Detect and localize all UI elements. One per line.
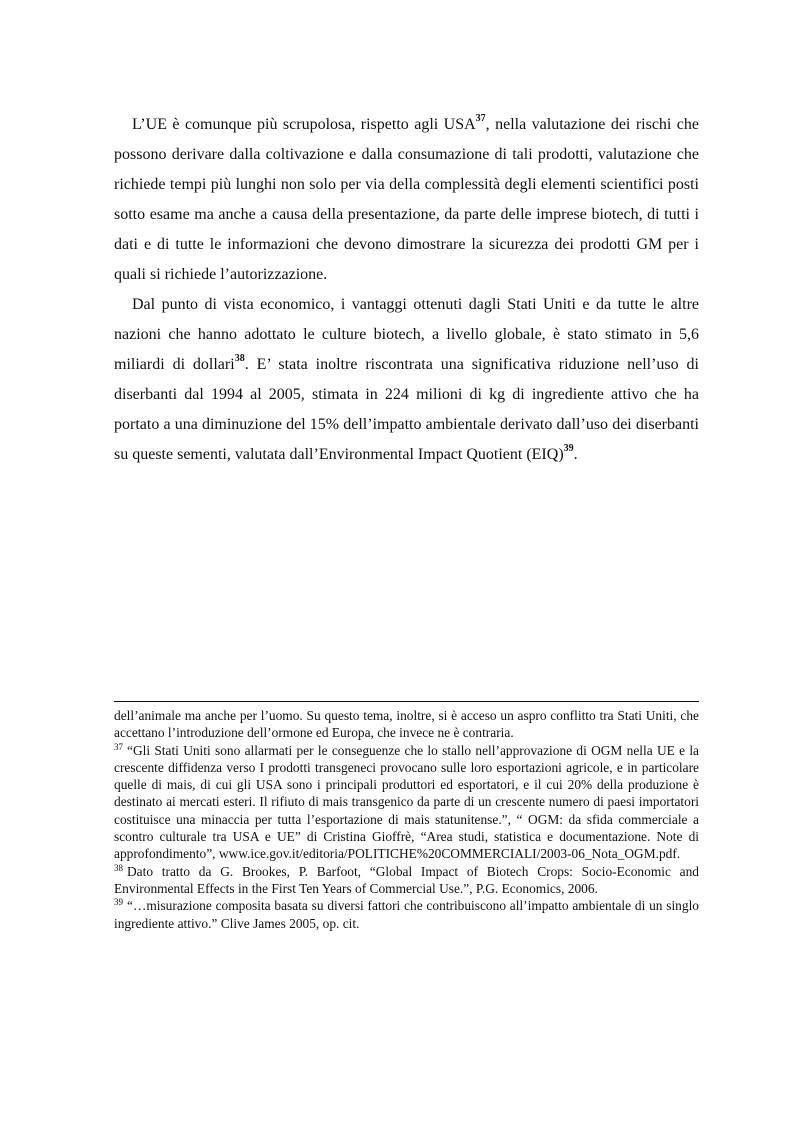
paragraph-text: L’UE è comunque più scrupolosa, rispetto agli USA (132, 116, 476, 133)
footnote-39 (114, 897, 699, 932)
paragraph-economic-advantages (114, 290, 699, 470)
footnote-37 (114, 742, 699, 863)
paragraph-text: Dal punto di vista economico, i vantaggi ottenuti dagli Stati Uniti e da tutte le altre nazioni che hanno adottato le culture biotech, a livello globale, è stato stimato in 5,6 miliardi di dollari (114, 296, 699, 373)
footnote-number: 38 (114, 862, 123, 873)
footnote-reference-38: 38 (234, 352, 245, 364)
paragraph-eu-risk-evaluation (114, 110, 699, 290)
footnote-text: Dato tratto da G. Brookes, P. Barfoot, “Global Impact of Biotech Crops: Socio-Economic and Environmental Effects in the First Ten Years of Commercial Use.”, P.G. Economics, 2006. (114, 863, 699, 896)
footnote-reference-37: 37 (475, 112, 486, 124)
paragraph-text: , nella valutazione dei rischi che possono derivare dalla coltivazione e dalla consumazione di tali prodotti, valutazione che richiede tempi più lunghi non solo per via della complessità degli elementi scientifici posti sotto esame ma anche a causa della presentazione, da parte delle imprese biotech, di tutti i dati e di tutte le informazioni che devono dimostrare la sicurezza dei prodotti GM per i quali si richiede l’autorizzazione. (114, 116, 700, 283)
footnote-text: “…misurazione composita basata su diversi fattori che contribuiscono all’impatto ambientale di un singlo ingrediente attivo.” Clive James 2005, op. cit. (114, 898, 699, 931)
footnote-separator (114, 701, 699, 702)
footnote-38 (114, 863, 699, 898)
footnote-reference-39: 39 (563, 442, 574, 454)
footnote-number: 37 (114, 741, 123, 752)
paragraph-text: . E’ stata inoltre riscontrata una significativa riduzione nell’uso di diserbanti dal 1994 al 2005, stimata in 224 milioni di kg di ingrediente attivo che ha portato a una diminuzione del 15% dell’impatto ambientale derivato dall’uso dei diserbanti su queste sementi, valutata dall’Environmental Impact Quotient (EIQ) (114, 356, 699, 463)
footnote-text: “Gli Stati Uniti sono allarmati per le conseguenze che lo stallo nell’approvazione di OGM nella UE e la crescente diffidenza verso I prodotti transgeneci provocano sulle loro esportazioni agricole, e in particolare quelle di mais, di cui gli USA sono i principali produttori ed esportatori, e il cui 20% della produzione è destinato ai mercati esteri. Il rifiuto di mais transgenico da parte di un crescente numero di paesi importatori costituisce una minaccia per tutta l’esportazione di mais statunitense.”, “ OGM: da sfida commerciale a scontro culturale tra USA e UE” di Cristina Gioffrè, “Area studi, statistica e documentazione. Note di approfondimento”, www.ice.gov.it/editoria/POLITICHE%20COMMERCIALI/2003-06_Nota_OGM.pdf. (114, 742, 699, 862)
paragraph-text: . (573, 446, 578, 463)
footnote-continuation: dell’animale ma anche per l’uomo. Su questo tema, inoltre, si è acceso un aspro conflitto tra Stati Uniti, che accettano l’introduzione dell’ormone ed Europa, che invece ne è contraria. (114, 708, 699, 741)
footnote-number: 39 (114, 897, 123, 908)
main-text (114, 110, 699, 470)
footnotes-section (114, 707, 699, 932)
